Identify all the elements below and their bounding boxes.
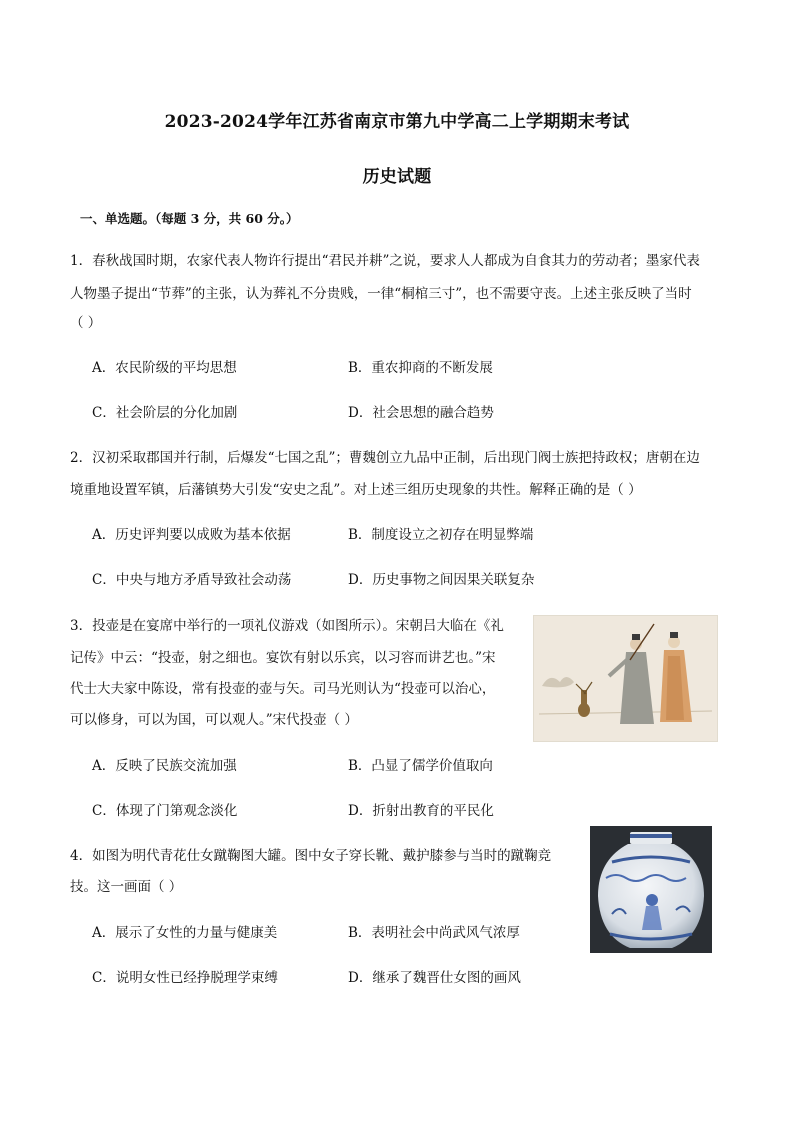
porcelain-jar-icon [590, 826, 712, 953]
q1-option-b: B．重农抑商的不断发展 [348, 360, 493, 376]
q3-line-3: 代士大夫家中陈设，常有投壶的壶与矢。司马光则认为“投壶可以治心， [70, 681, 496, 697]
section-heading: 一、单选题。（每题 3 分，共 60 分。） [80, 211, 299, 226]
q1-line-3: （ ） [70, 315, 102, 331]
exam-subtitle: 历史试题 [362, 167, 432, 187]
blue-white-jar-image [590, 826, 712, 953]
q4-option-d: D．继承了魏晋仕女图的画风 [348, 970, 521, 986]
q4-option-a: A．展示了女性的力量与健康美 [92, 925, 278, 941]
q2-line-2: 境重地设置军镇，后藩镇势大引发“安史之乱”。对上述三组历史现象的共性。解释正确的是（ ） [70, 482, 642, 498]
q2-option-c: C．中央与地方矛盾导致社会动荡 [92, 572, 292, 588]
q1-line-2: 人物墨子提出“节葬”的主张，认为葬礼不分贵贱，一律“桐棺三寸”，也不需要守丧。上述主张反映了当时 [70, 286, 692, 302]
q2-option-a: A．历史评判要以成败为基本依据 [92, 527, 291, 543]
q3-option-c: C．体现了门第观念淡化 [92, 803, 238, 819]
q3-option-a: A．反映了民族交流加强 [92, 758, 237, 774]
q3-option-d: D．折射出教育的平民化 [348, 803, 494, 819]
touhu-painting-image [533, 615, 718, 742]
q4-option-b: B．表明社会中尚武风气浓厚 [348, 925, 520, 941]
q3-line-1: 3．投壶是在宴席中举行的一项礼仪游戏（如图所示）。宋朝吕大临在《礼 [70, 618, 504, 634]
q1-line-1: 1．春秋战国时期，农家代表人物许行提出“君民并耕”之说，要求人人都成为自食其力的劳动者；墨家代表 [70, 253, 700, 269]
q2-option-d: D．历史事物之间因果关联复杂 [348, 572, 535, 588]
touhu-painting-icon [534, 616, 717, 741]
q2-option-b: B．制度设立之初存在明显弊端 [348, 527, 534, 543]
q4-line-2: 技。这一画面（ ） [70, 879, 183, 895]
exam-title: 2023-2024学年江苏省南京市第九中学高二上学期期末考试 [164, 112, 630, 132]
q1-option-c: C．社会阶层的分化加剧 [92, 405, 238, 421]
q3-line-4: 可以修身，可以为国，可以观人。”宋代投壶（ ） [70, 712, 358, 728]
q3-line-2: 记传》中云：“投壶，射之细也。宴饮有射以乐宾，以习容而讲艺也。”宋 [70, 650, 496, 666]
q4-line-1: 4．如图为明代青花仕女蹴鞠图大罐。图中女子穿长靴、戴护膝参与当时的蹴鞠竞 [70, 848, 552, 864]
q1-option-a: A．农民阶级的平均思想 [92, 360, 237, 376]
q3-option-b: B．凸显了儒学价值取向 [348, 758, 493, 774]
q1-option-d: D．社会思想的融合趋势 [348, 405, 494, 421]
q2-line-1: 2．汉初采取郡国并行制，后爆发“七国之乱”；曹魏创立九品中正制，后出现门阀士族把持政权；唐朝在边 [70, 450, 700, 466]
q4-option-c: C．说明女性已经挣脱理学束缚 [92, 970, 278, 986]
